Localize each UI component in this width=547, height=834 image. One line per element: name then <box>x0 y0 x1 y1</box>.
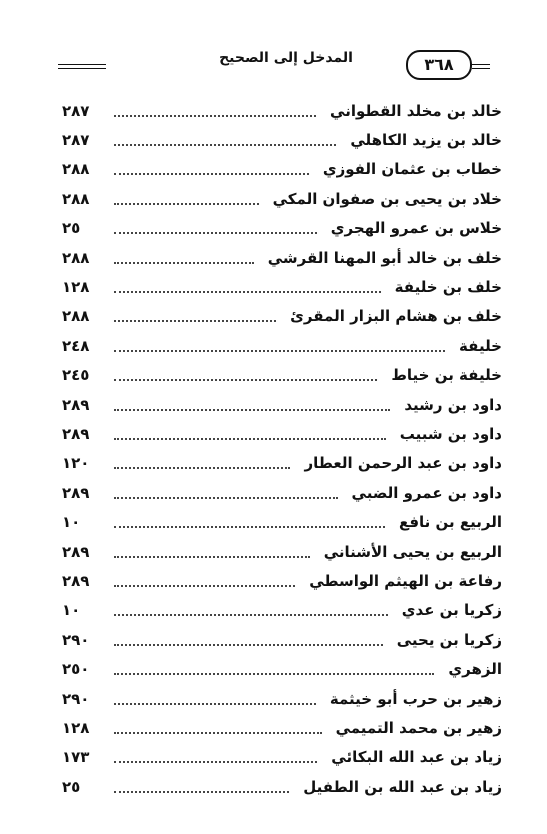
index-entry <box>62 96 502 125</box>
entry-page-number: ٢٨٩ <box>62 424 90 443</box>
entry-page-number: ٢٨٧ <box>62 101 90 120</box>
index-entry <box>62 331 502 360</box>
index-entry <box>62 302 502 331</box>
dot-leader <box>114 144 336 146</box>
index-entry <box>62 537 502 566</box>
dot-leader <box>114 673 434 675</box>
header-rule <box>58 64 106 65</box>
entry-page-number: ٢٥ <box>62 777 81 796</box>
entry-name: خلاد بن يحيى بن صفوان المكي <box>272 189 502 208</box>
index-list <box>62 96 502 801</box>
index-entry <box>62 125 502 154</box>
entry-name: زكريا بن يحيى <box>396 630 502 649</box>
dot-leader <box>114 409 390 411</box>
index-entry <box>62 743 502 772</box>
entry-name: خلاس بن عمرو الهجري <box>330 219 502 238</box>
entry-page-number: ٢٤٥ <box>62 366 90 385</box>
entry-name: خلف بن خالد أبو المهنا القرشي <box>267 248 502 267</box>
dot-leader <box>114 115 316 117</box>
entry-page-number: ٢٨٨ <box>62 160 90 179</box>
index-entry <box>62 566 502 595</box>
index-entry <box>62 713 502 742</box>
dot-leader <box>114 262 254 264</box>
index-entry <box>62 449 502 478</box>
index-entry <box>62 684 502 713</box>
dot-leader <box>114 556 310 558</box>
dot-leader <box>114 614 388 616</box>
entry-page-number: ٢٨٩ <box>62 571 90 590</box>
dot-leader <box>114 467 290 469</box>
entry-page-number: ١٢٨ <box>62 278 90 297</box>
dot-leader <box>114 761 317 763</box>
entry-name: داود بن عمرو الضبي <box>351 483 502 502</box>
entry-page-number: ٢٥٠ <box>62 660 90 679</box>
entry-page-number: ١٧٣ <box>62 748 90 767</box>
entry-name: خالد بن يزيد الكاهلي <box>350 131 502 150</box>
dot-leader <box>114 350 445 352</box>
entry-page-number: ٢٩٠ <box>62 689 90 708</box>
index-entry <box>62 625 502 654</box>
entry-page-number: ٢٨٨ <box>62 248 90 267</box>
entry-page-number: ٢٤٨ <box>62 336 90 355</box>
index-entry <box>62 596 502 625</box>
header-rule <box>472 68 490 69</box>
entry-name: زهير بن حرب أبو خيثمة <box>329 689 502 708</box>
header-rule <box>472 64 490 65</box>
entry-page-number: ٢٨٨ <box>62 307 90 326</box>
dot-leader <box>114 438 386 440</box>
entry-name: الزهري <box>448 660 502 679</box>
entry-name: زهير بن محمد التميمي <box>335 718 502 737</box>
entry-name: خالد بن مخلد القطواني <box>330 101 502 120</box>
entry-name: زياد بن عبد الله بن الطفيل <box>303 777 502 796</box>
index-entry <box>62 772 502 801</box>
dot-leader <box>114 644 383 646</box>
dot-leader <box>114 732 322 734</box>
entry-name: الربيع بن نافع <box>398 513 502 532</box>
index-entry <box>62 214 502 243</box>
entry-name: خلف بن هشام البزار المقرئ <box>290 307 502 326</box>
dot-leader <box>114 791 289 793</box>
entry-page-number: ١٠ <box>62 513 81 532</box>
index-entry <box>62 361 502 390</box>
entry-page-number: ٢٨٩ <box>62 395 90 414</box>
entry-page-number: ٢٨٧ <box>62 131 90 150</box>
entry-name: داود بن رشيد <box>404 395 502 414</box>
page-number: ٣٦٨ <box>406 50 472 80</box>
index-entry <box>62 155 502 184</box>
dot-leader <box>114 585 295 587</box>
entry-name: خطاب بن عثمان الفوزي <box>322 160 502 179</box>
header-rule <box>58 68 106 69</box>
entry-name: خلف بن خليفة <box>394 278 502 297</box>
header-title: المدخل إلى الصحيح <box>219 50 353 66</box>
dot-leader <box>114 291 381 293</box>
entry-page-number: ١٢٨ <box>62 718 90 737</box>
entry-name: داود بن عبد الرحمن العطار <box>304 454 502 473</box>
index-entry <box>62 390 502 419</box>
entry-name: داود بن شبيب <box>399 424 502 443</box>
entry-page-number: ١٢٠ <box>62 454 90 473</box>
dot-leader <box>114 497 338 499</box>
entry-name: خليفة بن خياط <box>391 366 502 385</box>
index-entry <box>62 243 502 272</box>
index-entry <box>62 654 502 683</box>
entry-page-number: ٢٨٩ <box>62 542 90 561</box>
entry-name: زكريا بن عدي <box>401 601 502 620</box>
entry-page-number: ٢٨٩ <box>62 483 90 502</box>
entry-name: رفاعة بن الهيثم الواسطي <box>309 571 502 590</box>
index-entry <box>62 419 502 448</box>
dot-leader <box>114 703 316 705</box>
entry-page-number: ١٠ <box>62 601 81 620</box>
entry-page-number: ٢٥ <box>62 219 81 238</box>
index-entry <box>62 507 502 536</box>
index-entry <box>62 478 502 507</box>
dot-leader <box>114 379 377 381</box>
running-header <box>58 44 490 78</box>
dot-leader <box>114 173 309 175</box>
index-entry <box>62 272 502 301</box>
entry-name: زياد بن عبد الله البكائي <box>331 748 502 767</box>
entry-page-number: ٢٨٨ <box>62 189 90 208</box>
entry-page-number: ٢٩٠ <box>62 630 90 649</box>
entry-name: الربيع بن يحيى الأشناني <box>323 542 502 561</box>
index-entry <box>62 184 502 213</box>
dot-leader <box>114 320 276 322</box>
entry-name: خليفة <box>459 336 502 355</box>
dot-leader <box>114 203 259 205</box>
dot-leader <box>114 232 317 234</box>
dot-leader <box>114 526 385 528</box>
